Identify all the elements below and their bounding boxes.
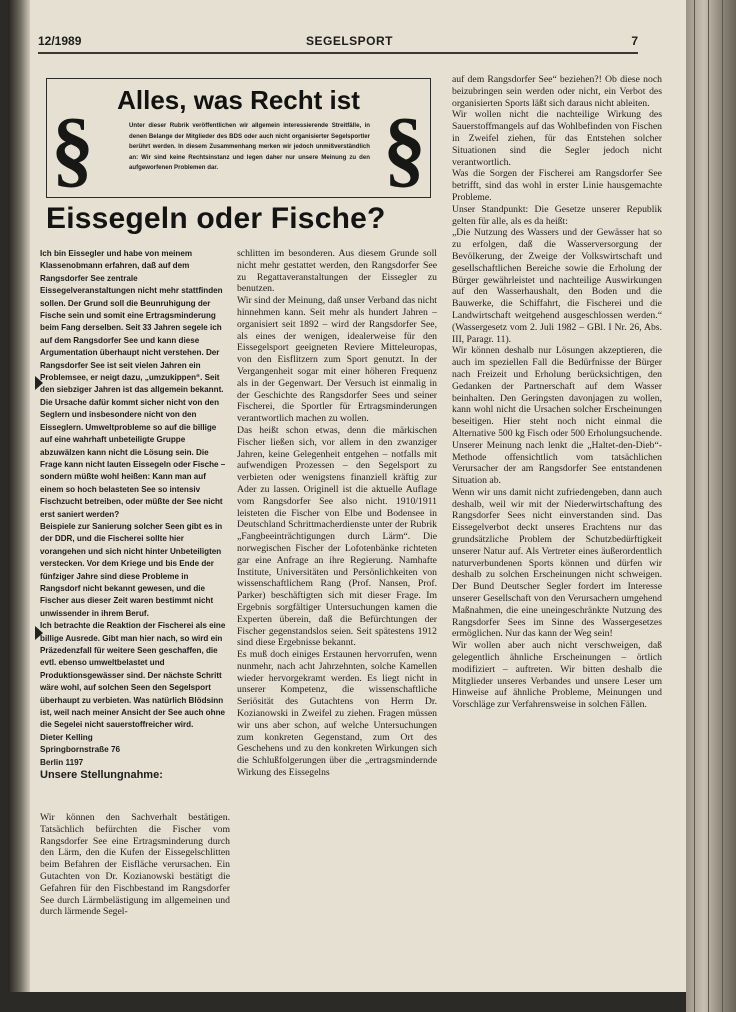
- response-paragraph: Unser Standpunkt: Die Gesetze unserer Republik gelten für alle, als es da heißt:: [452, 203, 662, 227]
- response-paragraph: Wir wollen aber auch nicht verschweigen, daß gelegentlich ähnliche Erscheinungen – örtlich modifiziert – auftreten. Wir bitten deshalb die Mitglieder unseres Verbandes und unsere Leser um Hinweise auf ähnliche Probleme, Meinungen und Vorschläge zur Verfahrensweise in solchen Fällen.: [452, 640, 662, 711]
- response-paragraph: Wir wollen nicht die nachteilige Wirkung des Sauerstoffmangels auf das Wohlbefinden von Fischen in Zweifel ziehen, für das Entstehen solcher Situationen sind die Segler jedoch nicht verantwortlich.: [452, 109, 662, 168]
- response-column-3: [452, 74, 662, 711]
- response-paragraph: auf dem Rangsdorfer See“ beziehen?! Ob diese noch beizubringen sein werden oder nicht, ein Verbot des organisierten Sports läßt sich daraus nicht ableiten.: [452, 74, 662, 109]
- response-paragraph: Das heißt schon etwas, denn die märkischen Fischer ließen sich, vor allem in den zwanziger Jahren, keine Gelegenheit entgehen – notfalls mit aufwendigen Prozessen – den Segelsport zu verbieten oder wenigstens finanziell kräftig zur Ader zu lassen. Originell ist die aktuelle Auflage vom Rangsdorfer See also nicht. 1910/1911 leisteten die Fischer von Elbe und Bodensee in Deutschland Schrittmacherdienste unter der Rubrik „Fangbeeinträchtigungen durch Lärm“. Die norwegischen Fischer der Lofotenbänke richteten gar eine Anfrage an ihre Regierung. Namhafte Institute, Universitäten und Persönlichkeiten von wissenschaftlichem Rang (Prof. Nansen, Prof. Parker) beschäftigten sich mit dieser Frage. Im Ergebnis sorgfältiger Untersuchungen kamen die Experten überein, daß die Befürchtungen der Fischer gegenstandslos seien. Seit spätestens 1912 sind diese Ergebnisse bekannt.: [237, 424, 437, 649]
- page-binding-shadow: [8, 0, 30, 992]
- response-paragraph: „Die Nutzung des Wassers und der Gewässer hat so zu erfolgen, daß die Wasserversorgung der Bevölkerung, der Zweige der Volkswirtschaft und gesellschaftlichen Bereiche sowie die Erholung der Bürger gewährleistet und nachteilige Auswirkungen auf den Wasserhaushalt, den Boden und die Bauwerke, die Schiffahrt, die Fischerei und die Landwirtschaft weitgehend ausgeschlossen werden.“ (Wassergesetz vom 2. Juli 1982 – GBl. I Nr. 26, Abs. III, Paragr. 11).: [452, 227, 662, 345]
- margin-mark-icon: [35, 376, 43, 390]
- magazine-title: SEGELSPORT: [306, 34, 394, 48]
- response-paragraph: Wir können deshalb nur Lösungen akzeptieren, die auch im speziellen Fall die Bedürfnisse der Bürger nach Freizeit und Erholung berücksichtigen, den Gedanken der Partnerschaft auf dem Wasser beinhalten. Den Geringsten davonjagen zu wollen, kann wohl nicht die Ursachen solcher Erscheinungen beseitigen. Hier steht noch nicht einmal die Alternative 500 kg Fisch oder 500 Erholungsuchende. Unserer Meinung nach lenkt die „Haltet-den-Dieb“-Methode offensichtlich vom tatsächlichen Verursacher der am Rangsdorfer See entstandenen Situation ab.: [452, 345, 662, 487]
- reader-letter: [40, 248, 230, 782]
- article-headline: Eissegeln oder Fische?: [46, 202, 386, 235]
- letter-signature: Dieter Kelling Springbornstraße 76 Berlin 1197: [40, 732, 121, 767]
- response-paragraph: schlitten im besonderen. Aus diesem Grunde soll nicht mehr gestattet werden, den Rangsdorfer See zu Regattaveranstaltungen der Eissegler zu benutzen.: [237, 248, 437, 295]
- response-paragraph: Was die Sorgen der Fischerei am Rangsdorfer See betrifft, sind das wohl in erster Linie hausgemachte Probleme.: [452, 168, 662, 203]
- rubric-title: Alles, was Recht ist: [117, 85, 360, 115]
- letter-paragraph: Ich betrachte die Reaktion der Fischerei als eine billige Ausrede. Gibt man hier nach, so wird ein Präzedenzfall für weitere Seen geschaffen, die evtl. ebenso umweltbelastet und Produktionsgewässer sind. Der nächste Schritt wäre wohl, auf solchen Seen den Segelsport überhaupt zu verbieten. Was natürlich Blödsinn ist, weil nach meiner Ansicht der See auch ohne die Segelei nicht sauerstoffreicher wird.: [40, 621, 226, 730]
- rubric-box: [46, 78, 431, 198]
- response-paragraph: Wir sind der Meinung, daß unser Verband das nicht hinnehmen kann. Seit mehr als hundert Jahren – organisiert seit 1892 – wird der Rangsdorfer See, als eines der wenigen, idealerweise für den Eissegelsport geeigneten Reviere Mitteleuropas, von den Eisflitzern zum Sport genutzt. In der Vergangenheit sogar mit einer höheren Frequenz als in der Gegenwart. Der Versuch ist einmalig in der Geschichte des Rangsdorfer Sees und seiner Fischerei, die Sportler für Ertragsminderungen verantwortlich machen zu wollen.: [237, 295, 437, 425]
- issue-number: 12/1989: [38, 34, 82, 48]
- paragraph-sign-icon-left: §: [51, 100, 94, 196]
- response-column-1: [40, 812, 230, 918]
- page-header: [38, 34, 638, 52]
- header-rule: [38, 52, 638, 54]
- letter-paragraph: Ich bin Eissegler und habe von meinem Klassenobmann erfahren, daß auf dem Rangsdorfer See zentrale Eissegelveranstaltungen nicht mehr stattfinden sollen. Der Grund soll die Beunruhigung der Fische sein und somit eine Ertragsminderung beim Fang derselben. Seit 33 Jahren segele ich auf dem Rangsdorfer See und kann diese Argumentation überhaupt nicht verstehen. Der Rangsdorfer See ist seit vielen Jahren ein Problemsee, er neigt dazu, „umzukippen“. Seit den siebziger Jahren ist das allgemein bekannt. Die Ursache dafür kommt sicher nicht von den Seglern und insbesondere nicht von den Eisseglern. Umweltprobleme so auf die billige auf eine wahrhaft unbeteiligte Gruppe abzuwälzen kann nicht die Lösung sein. Die Frage kann nicht lauten Eissegeln oder Fische – sondern müßte wohl heißen: Kann man auf einem so hoch belasteten See so intensiv Fischzucht betreiben, oder müßte der See nicht erst saniert werden?: [40, 249, 226, 519]
- response-paragraph: Wir können den Sachverhalt bestätigen. Tatsächlich befürchten die Fischer vom Rangsdorfer See eine Ertragsminderung durch den Lärm, den die Kufen der Eissegelschlitten beim Befahren der Eisfläche verursachen. Ein Gutachten von Dr. Kozianowski bestätigt die Gefahren für den Fischbestand im Rangsdorfer See durch Lärmbelästigung im allgemeinen und durch lärmende Segel-: [40, 812, 230, 918]
- response-paragraph: Es muß doch einiges Erstaunen hervorrufen, wenn nunmehr, nach acht Jahrzehnten, solche Kamellen wieder hervorgekramt werden. Es liegt nicht in unserer Kompetenz, die wissenschaftliche Seriösität des Gutachtens von Herrn Dr. Kozianowski in Zweifel zu ziehen. Fragen müssen wir uns aber schon, auf welche Untersuchungen zum konkreten Gegenstand, zum Ort des Geschehens und zu den konkreten Wirkungen sich die Schlußfolgerungen über die „ertragsmindernde Wirkung des Eissegelns: [237, 649, 437, 779]
- letter-paragraph: Beispiele zur Sanierung solcher Seen gibt es in der DDR, und die Fischerei sollte hier vorangehen und sich nicht hinter Unbeteiligten verstecken. Vor dem Kriege und bis Ende der fünfziger Jahre sind diese Probleme in Rangsdorf nicht bekannt gewesen, und die Fischer aus dieser Zeit waren bestimmt nicht unwissender in ihrem Beruf.: [40, 521, 223, 618]
- book-spine: [686, 0, 736, 1012]
- response-column-2: [237, 248, 437, 779]
- page-number: 7: [631, 34, 638, 48]
- response-paragraph: Wenn wir uns damit nicht zufriedengeben, dann auch deshalb, weil wir mit der Niederwirtschaftung des Rangsdorfer Sees nicht einverstanden sind. Das Eissegelverbot deckt unseres Erachtens nur das grundsätzliche Problem der Schutzbedürftigkeit unserer Natur auf. Als Vertreter eines äußerordentlich naturverbundenen Sports können und dürfen wir deshalb zu solchen Erscheinungen nicht schweigen. Der Bund Deutscher Segler fordert im Interesse unserer Gesellschaft von den Verursachern umgehend Maßnahmen, die eine uneingeschränkte Nutzung des Rangsdorfer Sees im Sinne des Wassergesetzes ermöglichen. Nur das kann der Weg sein!: [452, 486, 662, 640]
- paragraph-sign-icon-right: §: [383, 100, 426, 196]
- margin-mark-icon: [35, 626, 43, 640]
- rubric-intro: Unter dieser Rubrik veröffentlichen wir allgemein interessierende Streitfälle, in denen Belange der Mitglieder des BDS oder auch nicht organisierter Segelsportler berührt werden. In diesem Zusammenhang merken wir jedoch unmißverständlich an: Wir sind keine Rechtsinstanz und legen daher nur unsere Meinung zu den aufgeworfenen Problemen dar.: [129, 122, 370, 172]
- response-subhead: Unsere Stellungnahme:: [40, 769, 163, 782]
- magazine-page: [8, 0, 686, 992]
